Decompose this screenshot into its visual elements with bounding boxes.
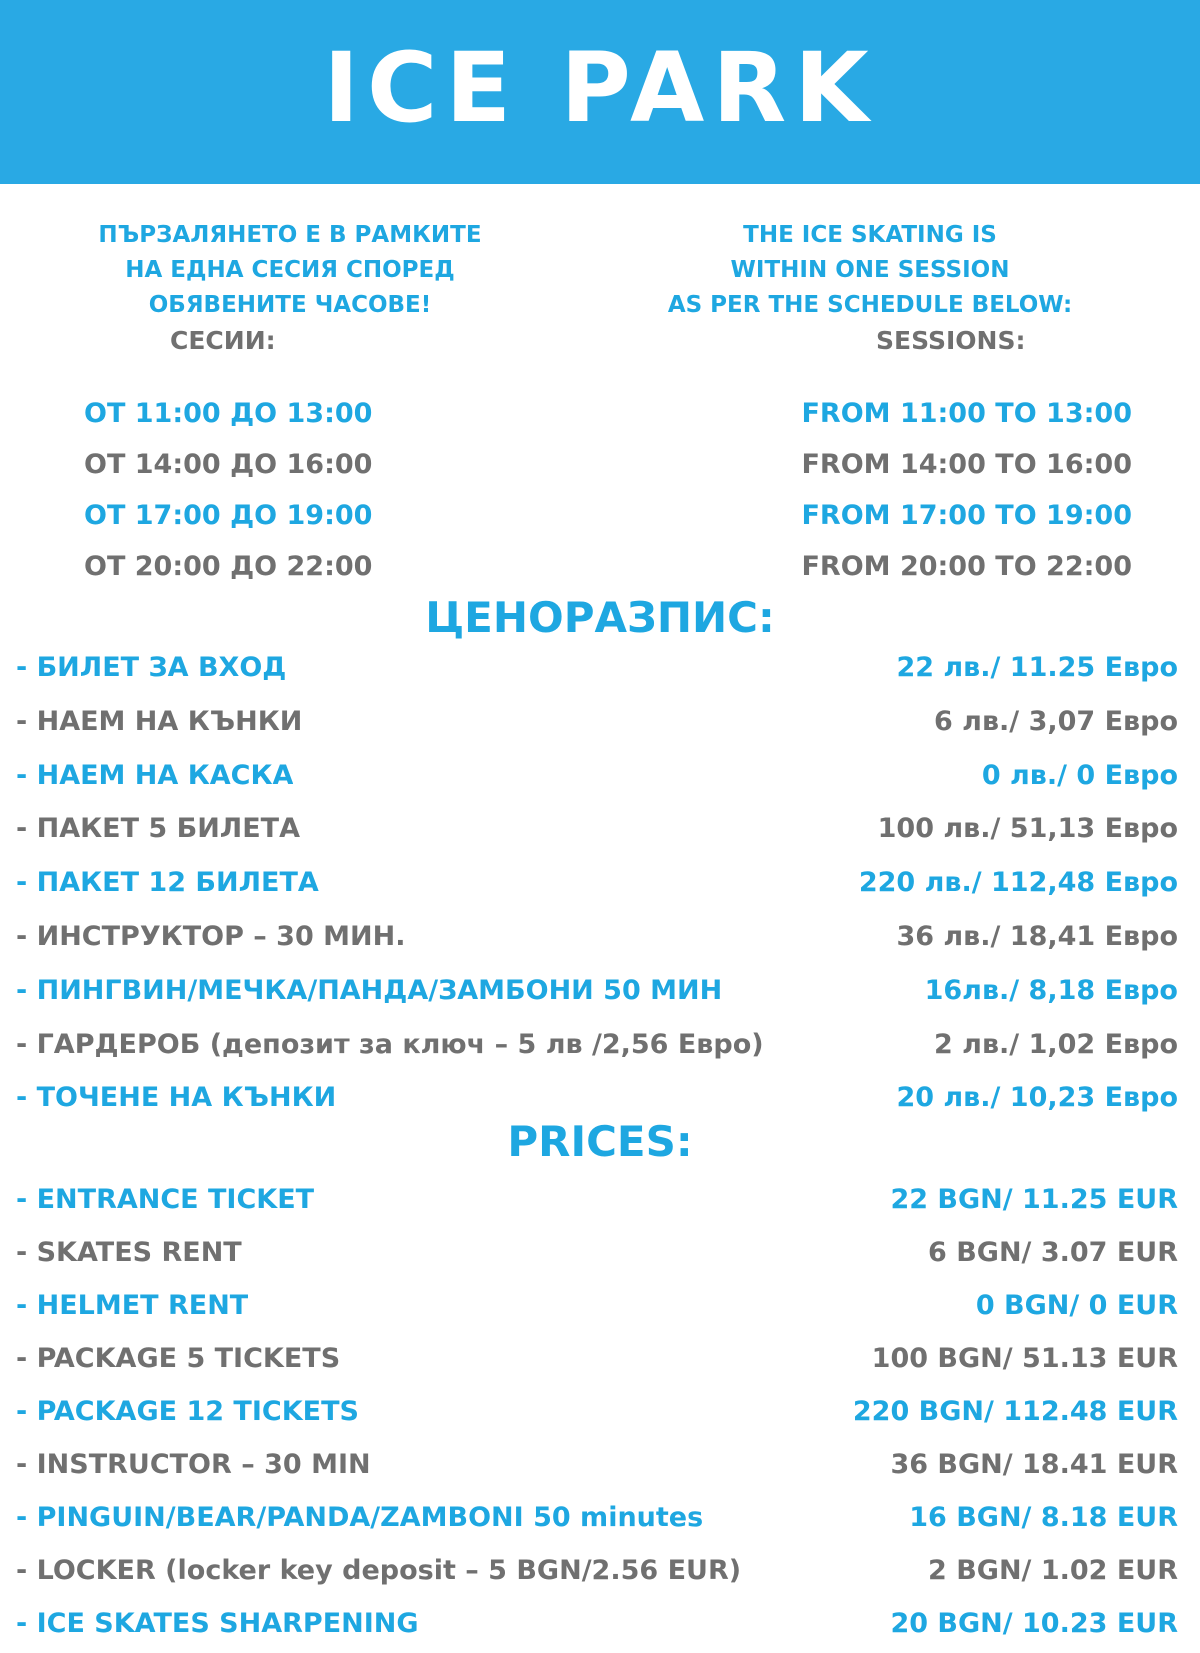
- price-value: 0 лв./ 0 Евро: [981, 760, 1178, 791]
- price-value: 16лв./ 8,18 Евро: [924, 975, 1178, 1006]
- price-list-heading-en: PRICES:: [507, 1117, 693, 1166]
- price-value: 22 BGN/ 11.25 EUR: [890, 1184, 1178, 1215]
- intro-en-line: THE ICE SKATING IS: [743, 222, 997, 248]
- session-en-3: FROM 17:00 TO 19:00: [801, 500, 1132, 531]
- price-value: 220 лв./ 112,48 Евро: [858, 867, 1178, 898]
- price-value: 6 лв./ 3,07 Евро: [934, 706, 1178, 737]
- price-value: 2 BGN/ 1.02 EUR: [928, 1555, 1178, 1586]
- price-value: 0 BGN/ 0 EUR: [975, 1290, 1178, 1321]
- price-item: - LOCKER (locker key deposit – 5 BGN/2.56 EUR): [16, 1555, 742, 1586]
- price-value: 36 лв./ 18,41 Евро: [896, 921, 1178, 952]
- session-en-4: FROM 20:00 TO 22:00: [801, 551, 1132, 582]
- price-row-bg: [16, 760, 1178, 791]
- price-item: - ICE SKATES SHARPENING: [16, 1608, 419, 1639]
- price-row-en: [16, 1343, 1178, 1374]
- price-item: - HELMET RENT: [16, 1290, 249, 1321]
- price-value: 100 BGN/ 51.13 EUR: [871, 1343, 1178, 1374]
- page-title: ICE PARK: [323, 32, 877, 144]
- intro-bg-line: НА ЕДНА СЕСИЯ СПОРЕД: [125, 257, 455, 283]
- price-row-en: [16, 1237, 1178, 1268]
- price-item: - ENTRANCE TICKET: [16, 1184, 315, 1215]
- price-row-en: [16, 1184, 1178, 1215]
- price-row-en: [16, 1502, 1178, 1533]
- price-row-en: [16, 1555, 1178, 1586]
- intro-bg: [60, 218, 520, 323]
- intro-en-line: WITHIN ONE SESSION: [730, 257, 1010, 283]
- price-item: - ПАКЕТ 5 БИЛЕТА: [16, 813, 300, 844]
- intro-bg-line: ПЪРЗАЛЯНЕТО Е В РАМКИТЕ: [98, 222, 482, 248]
- price-value: 6 BGN/ 3.07 EUR: [928, 1237, 1178, 1268]
- price-value: 2 лв./ 1,02 Евро: [934, 1029, 1178, 1060]
- price-item: - ИНСТРУКТОР – 30 МИН.: [16, 921, 406, 952]
- price-item: - PACKAGE 12 TICKETS: [16, 1396, 359, 1427]
- price-item: - НАЕМ НА КЪНКИ: [16, 706, 303, 737]
- price-row-bg: [16, 867, 1178, 898]
- price-item: - ГАРДЕРОБ (депозит за ключ – 5 лв /2,56 Евро): [16, 1029, 764, 1060]
- price-value: 220 BGN/ 112.48 EUR: [852, 1396, 1178, 1427]
- price-row-bg: [16, 813, 1178, 844]
- price-value: 22 лв./ 11.25 Евро: [896, 652, 1178, 683]
- price-item: - PINGUIN/BEAR/PANDA/ZAMBONI 50 minutes: [16, 1502, 704, 1533]
- price-row-bg: [16, 1082, 1178, 1113]
- intro-en: [620, 218, 1120, 323]
- price-item: - БИЛЕТ ЗА ВХОД: [16, 652, 287, 683]
- intro-en-line: AS PER THE SCHEDULE BELOW:: [667, 292, 1073, 318]
- price-row-en: [16, 1449, 1178, 1480]
- session-bg-1: ОТ 11:00 ДО 13:00: [84, 398, 373, 429]
- sessions-label-bg: СЕСИИ:: [170, 326, 276, 355]
- price-row-bg: [16, 921, 1178, 952]
- price-row-en: [16, 1396, 1178, 1427]
- price-row-en: [16, 1608, 1178, 1639]
- price-list-heading-bg: ЦЕНОРАЗПИС:: [425, 593, 775, 642]
- session-en-2: FROM 14:00 TO 16:00: [801, 449, 1132, 480]
- price-value: 20 BGN/ 10.23 EUR: [890, 1608, 1178, 1639]
- price-row-bg: [16, 975, 1178, 1006]
- price-row-en: [16, 1290, 1178, 1321]
- price-item: - ПАКЕТ 12 БИЛЕТА: [16, 867, 319, 898]
- price-item: - PACKAGE 5 TICKETS: [16, 1343, 341, 1374]
- price-item: - SKATES RENT: [16, 1237, 242, 1268]
- header-banner: [0, 0, 1200, 184]
- price-row-bg: [16, 652, 1178, 683]
- price-row-bg: [16, 1029, 1178, 1060]
- price-item: - INSTRUCTOR – 30 MIN: [16, 1449, 371, 1480]
- intro-bg-line: ОБЯВЕНИТЕ ЧАСОВЕ!: [148, 292, 432, 318]
- session-en-1: FROM 11:00 TO 13:00: [801, 398, 1132, 429]
- price-item: - ПИНГВИН/МЕЧКА/ПАНДА/ЗАМБОНИ 50 МИН: [16, 975, 723, 1006]
- session-bg-4: ОТ 20:00 ДО 22:00: [84, 551, 373, 582]
- session-bg-2: ОТ 14:00 ДО 16:00: [84, 449, 373, 480]
- sessions-label-en: SESSIONS:: [876, 326, 1026, 355]
- price-value: 20 лв./ 10,23 Евро: [896, 1082, 1178, 1113]
- price-item: - ТОЧЕНЕ НА КЪНКИ: [16, 1082, 337, 1113]
- price-value: 16 BGN/ 8.18 EUR: [909, 1502, 1178, 1533]
- price-value: 100 лв./ 51,13 Евро: [877, 813, 1178, 844]
- session-bg-3: ОТ 17:00 ДО 19:00: [84, 500, 373, 531]
- price-value: 36 BGN/ 18.41 EUR: [890, 1449, 1178, 1480]
- price-row-bg: [16, 706, 1178, 737]
- price-item: - НАЕМ НА КАСКА: [16, 760, 294, 791]
